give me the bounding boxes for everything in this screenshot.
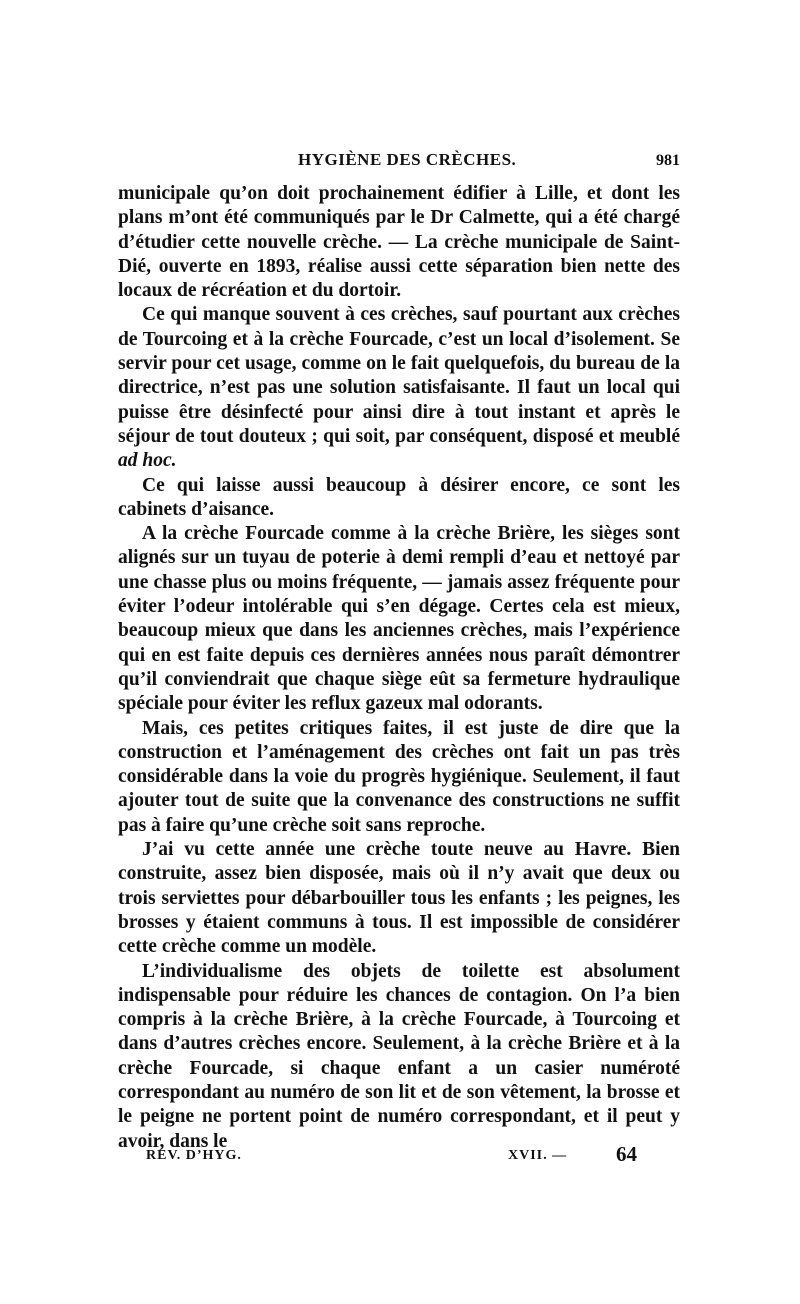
page-number: 981 xyxy=(656,152,680,169)
footer-volume: XVII. — xyxy=(508,1148,568,1163)
paragraph-1: municipale qu’on doit prochainement édifier à Lille, et dont les plans m’ont été communiqués par le Dr Calmette, qui a été chargé d’étudier cette nouvelle crèche. — La crèche municipale de Saint-Dié, ouverte en 1893, réalise aussi cette séparation bien nette des locaux de récréation et du dortoir. xyxy=(118,183,680,302)
paragraph-7: L’individualisme des objets de toilette est absolument indispensable pour réduire les chances de contagion. On l’a bien compris à la crèche Brière, à la crèche Fourcade, à Tourcoing et dans d’autres crèches encore. Seulement, à la crèche Brière et à la crèche Fourcade, si chaque enfant a un casier numéroté correspondant au numéro de son lit et de son vêtement, la brosse et le peigne ne portent point de numéro correspondant, et il peut y avoir, dans le xyxy=(118,960,680,1152)
paragraph-3: Ce qui laisse aussi beaucoup à désirer encore, ce sont les cabinets d’aisance. xyxy=(118,474,680,520)
paragraph-2 xyxy=(118,303,680,473)
paragraph-6: J’ai vu cette année une crèche toute neuve au Havre. Bien construite, assez bien disposée, mais où il n’y avait que deux ou trois serviettes pour débarbouiller tous les enfants ; les peignes, les brosses y étaient communs à tous. Il est impossible de considérer cette crèche comme un modèle. xyxy=(118,839,680,958)
paragraph-4: A la crèche Fourcade comme à la crèche Brière, les sièges sont alignés sur un tuyau de poterie à demi rempli d’eau et nettoyé par une chasse plus ou moins fréquente, — jamais assez fréquente pour éviter l’odeur intolérable qui s’en dégage. Certes cela est mieux, beaucoup mieux que dans les anciennes crèches, mais l’expérience qui en est faite depuis ces dernières années nous paraît démontrer qu’il conviendrait que chaque siège eût sa fermeture hydraulique spéciale pour éviter les reflux gazeux mal odorants. xyxy=(118,523,680,715)
running-title: HYGIÈNE DES CRÈCHES. xyxy=(298,150,517,169)
body-text xyxy=(118,182,680,1154)
footer-journal: REV. D’HYG. xyxy=(146,1148,242,1163)
paragraph-2-text: Ce qui manque souvent à ces crèches, sauf pourtant aux crèches de Tourcoing et à la crèche Fourcade, c’est un local d’isolement. Se servir pour cet usage, comme on le fait quelquefois, du bureau de la directrice, n’est pas une solution satisfaisante. Il faut un local qui puisse être désinfecté pour ainsi dire à tout instant et après le séjour de tout douteux ; qui soit, par conséquent, disposé et meublé xyxy=(118,304,680,447)
paragraph-2-italic: ad hoc. xyxy=(118,450,177,472)
running-header xyxy=(118,150,680,176)
footer-sheet-number: 64 xyxy=(616,1142,637,1166)
paragraph-5: Mais, ces petites critiques faites, il est juste de dire que la construction et l’aménagement des crèches ont fait un pas très considérable dans la voie du progrès hygiénique. Seulement, il faut ajouter tout de suite que la convenance des constructions ne suffit pas à faire qu’une crèche soit sans reproche. xyxy=(118,717,680,836)
page-footer xyxy=(146,1142,646,1172)
